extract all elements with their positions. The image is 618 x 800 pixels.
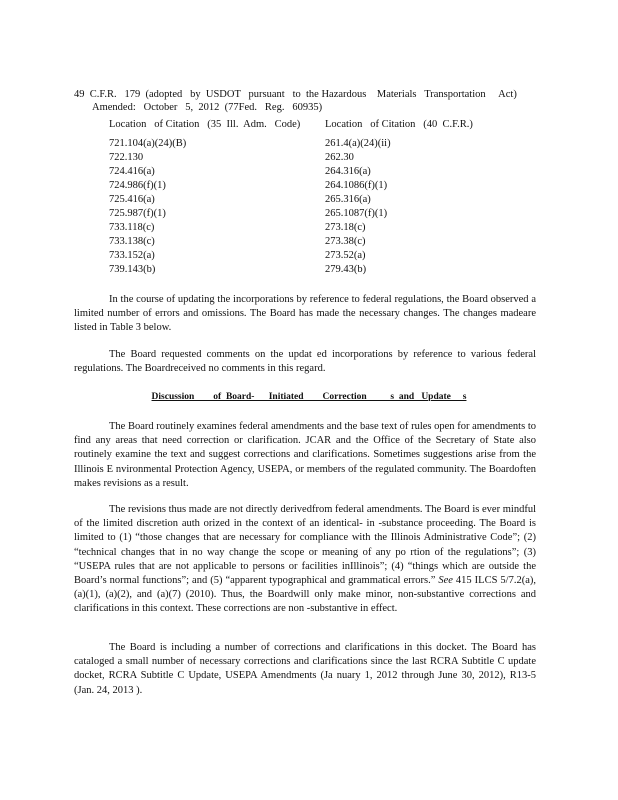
cfr-citation: 265.1087(f)(1) bbox=[325, 208, 388, 219]
comments-paragraph bbox=[74, 348, 536, 376]
cfr-citation-list bbox=[325, 137, 391, 277]
paragraph-text: In the course of updating the incorporations by reference to federal regulations, the Board observed a limited number of errors and omissions. The Board has made the necessary changes. The changes madeare listed in Table 3 below. bbox=[74, 294, 536, 334]
illinois-citation: 724.986(f)(1) bbox=[109, 180, 166, 191]
cfr-citation: 273.52(a) bbox=[325, 250, 366, 261]
illinois-citation: 721.104(a)(24)(B) bbox=[109, 138, 187, 149]
paragraph-text: The Board routinely examines federal amendments and the base text of rules open for amendments to find any areas that need correction or clarification. JCAR and the Office of the Secretary of State also routinely examine the text and suggest corrections and clarifications. Sometimes suggestions arise from the Illinois E nvironmental Protection Agency, USEPA, or members of the regulated community. The Boardoften makes revisions as a result. bbox=[74, 421, 536, 489]
paragraph-text-part: 415 ILCS 5/7.2(a), (a)(1), (a)(2), and (a)(7) (2010). Thus, the Boardwill only make minor, non-substantive corrections and clarifications in this context. These corrections are non -substantive in effect. bbox=[74, 575, 536, 615]
cfr-citation: 264.1086(f)(1) bbox=[325, 180, 388, 191]
paragraph-text: The Board requested comments on the updat ed incorporations by reference to various federal regulations. The Boardreceived no comments in this regard. bbox=[74, 349, 536, 375]
illinois-citation-header: Location of Citation (35 Ill. Adm. Code) bbox=[109, 119, 301, 130]
illinois-citation: 733.118(c) bbox=[109, 222, 155, 233]
illinois-citation-list bbox=[109, 137, 186, 277]
illinois-citation: 722.130 bbox=[109, 152, 144, 163]
paragraph-text: The Board is including a number of corrections and clarifications in this docket. The Board has cataloged a small number of necessary corrections and clarifications since the last RCRA Subtitle C update docket, RCRA Subtitle C Update, USEPA Amendments (Ja nuary 1, 2012 through June 30, 2012), R13-5 (Jan. 24, 2013 ). bbox=[74, 642, 536, 696]
illinois-citation: 725.416(a) bbox=[109, 194, 155, 205]
illinois-citation: 733.138(c) bbox=[109, 236, 155, 247]
cfr-citation: 265.316(a) bbox=[325, 194, 371, 205]
illinois-citation: 725.987(f)(1) bbox=[109, 208, 166, 219]
section-heading: Discussion of Board- Initiated Correction s and Update s bbox=[151, 392, 467, 402]
paragraph-text bbox=[74, 503, 536, 617]
amendment-date-line: Amended: October 5, 2012 (77Fed. Reg. 60935) bbox=[92, 102, 323, 113]
illinois-citation: 733.152(a) bbox=[109, 250, 155, 261]
corrections-docket-paragraph bbox=[74, 641, 536, 698]
see-signal: See bbox=[438, 575, 453, 587]
cfr-citation: 264.316(a) bbox=[325, 166, 371, 177]
cfr-citation-header: Location of Citation (40 C.F.R.) bbox=[325, 119, 473, 130]
cfr-citation: 279.43(b) bbox=[325, 264, 367, 275]
paragraph-text-part: The revisions thus made are not directly derivedfrom federal amendments. The Board is ever mindful of the limited discretion auth orized in the context of an identical- in -substance proceeding. The Board is limited to (1) “those changes that are necessary for compliance with the Illinois Administrative Code”; (2) “technical changes that in no way change the scope or meaning of any po rtion of the regulations”; (3) “USEPA rules that are not applicable to persons or facilities inIllinois”; (4) “things which are outside the Board’s normal functions”; and (5) “apparent typographical and grammatical errors.” bbox=[74, 504, 536, 587]
cfr-citation: 273.38(c) bbox=[325, 236, 366, 247]
illinois-citation: 739.143(b) bbox=[109, 264, 156, 275]
corrections-paragraph bbox=[74, 293, 536, 336]
cfr-citation: 261.4(a)(24)(ii) bbox=[325, 138, 391, 149]
revisions-paragraph bbox=[74, 503, 536, 617]
regulation-citation-line: 49 C.F.R. 179 (adopted by USDOT pursuant to the Hazardous Materials Transportation Act) bbox=[74, 89, 517, 100]
cfr-citation: 262.30 bbox=[325, 152, 354, 163]
cfr-citation: 273.18(c) bbox=[325, 222, 366, 233]
routine-review-paragraph bbox=[74, 420, 536, 491]
illinois-citation: 724.416(a) bbox=[109, 166, 155, 177]
